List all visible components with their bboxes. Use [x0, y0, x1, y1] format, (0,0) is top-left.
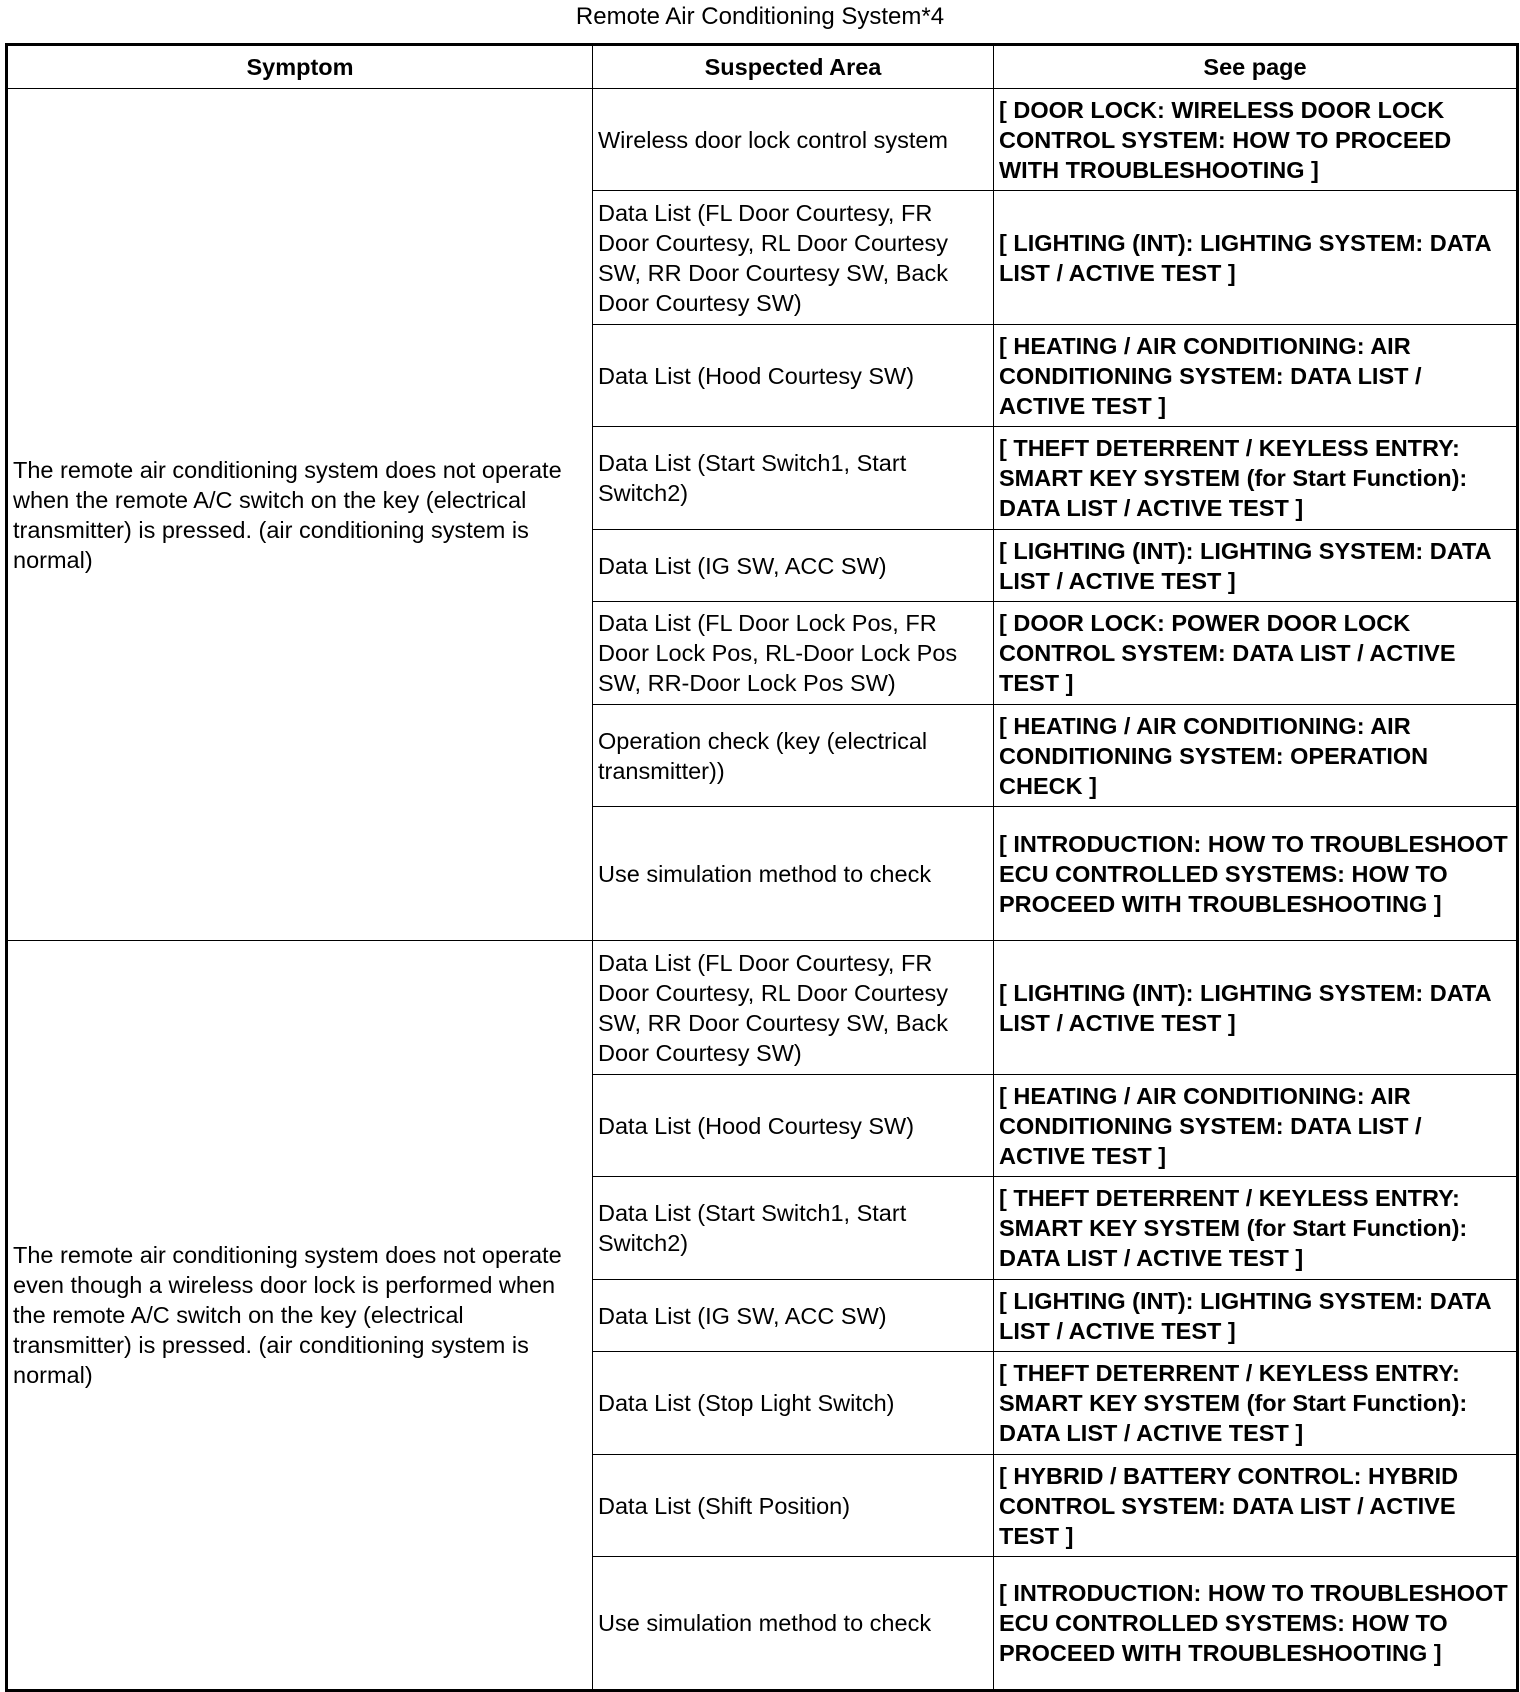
suspected-area-cell: Data List (Stop Light Switch)	[593, 1352, 994, 1455]
see-page-link[interactable]: [ DOOR LOCK: WIRELESS DOOR LOCK CONTROL SYSTEM: HOW TO PROCEED WITH TROUBLESHOOTING ]	[994, 89, 1518, 191]
see-page-link[interactable]: [ HEATING / AIR CONDITIONING: AIR CONDITIONING SYSTEM: DATA LIST / ACTIVE TEST ]	[994, 325, 1518, 427]
header-row	[7, 45, 1518, 89]
header-suspected-area: Suspected Area	[593, 45, 994, 89]
see-page-link[interactable]: [ THEFT DETERRENT / KEYLESS ENTRY: SMART KEY SYSTEM (for Start Function): DATA LIST / ACTIVE TEST ]	[994, 1352, 1518, 1455]
symptom-cell: The remote air conditioning system does not operate even though a wireless door lock is performed when the remote A/C switch on the key (electrical transmitter) is pressed. (air conditioning system is normal)	[7, 941, 593, 1691]
suspected-area-cell: Data List (IG SW, ACC SW)	[593, 1280, 994, 1352]
troubleshooting-table	[5, 43, 1519, 1692]
suspected-area-cell: Data List (IG SW, ACC SW)	[593, 530, 994, 602]
header-see-page: See page	[994, 45, 1518, 89]
suspected-area-cell: Data List (Start Switch1, Start Switch2)	[593, 427, 994, 530]
suspected-area-cell: Data List (FL Door Lock Pos, FR Door Lock Pos, RL-Door Lock Pos SW, RR-Door Lock Pos SW)	[593, 602, 994, 705]
see-page-link[interactable]: [ THEFT DETERRENT / KEYLESS ENTRY: SMART KEY SYSTEM (for Start Function): DATA LIST / ACTIVE TEST ]	[994, 427, 1518, 530]
see-page-link[interactable]: [ LIGHTING (INT): LIGHTING SYSTEM: DATA LIST / ACTIVE TEST ]	[994, 191, 1518, 325]
header-symptom: Symptom	[7, 45, 593, 89]
suspected-area-cell: Data List (Start Switch1, Start Switch2)	[593, 1177, 994, 1280]
see-page-link[interactable]: [ INTRODUCTION: HOW TO TROUBLESHOOT ECU CONTROLLED SYSTEMS: HOW TO PROCEED WITH TROUBLESHOOTING ]	[994, 1557, 1518, 1691]
table-row	[7, 89, 1518, 191]
suspected-area-cell: Use simulation method to check	[593, 807, 994, 941]
see-page-link[interactable]: [ HEATING / AIR CONDITIONING: AIR CONDITIONING SYSTEM: DATA LIST / ACTIVE TEST ]	[994, 1075, 1518, 1177]
see-page-link[interactable]: [ INTRODUCTION: HOW TO TROUBLESHOOT ECU CONTROLLED SYSTEMS: HOW TO PROCEED WITH TROUBLESHOOTING ]	[994, 807, 1518, 941]
see-page-link[interactable]: [ HEATING / AIR CONDITIONING: AIR CONDITIONING SYSTEM: OPERATION CHECK ]	[994, 705, 1518, 807]
suspected-area-cell: Data List (Shift Position)	[593, 1455, 994, 1557]
see-page-link[interactable]: [ LIGHTING (INT): LIGHTING SYSTEM: DATA LIST / ACTIVE TEST ]	[994, 941, 1518, 1075]
suspected-area-cell: Data List (Hood Courtesy SW)	[593, 1075, 994, 1177]
suspected-area-cell: Wireless door lock control system	[593, 89, 994, 191]
see-page-link[interactable]: [ HYBRID / BATTERY CONTROL: HYBRID CONTROL SYSTEM: DATA LIST / ACTIVE TEST ]	[994, 1455, 1518, 1557]
suspected-area-cell: Use simulation method to check	[593, 1557, 994, 1691]
table-row	[7, 941, 1518, 1075]
see-page-link[interactable]: [ THEFT DETERRENT / KEYLESS ENTRY: SMART KEY SYSTEM (for Start Function): DATA LIST / ACTIVE TEST ]	[994, 1177, 1518, 1280]
symptom-cell: The remote air conditioning system does not operate when the remote A/C switch on the key (electrical transmitter) is pressed. (air conditioning system is normal)	[7, 89, 593, 941]
suspected-area-cell: Operation check (key (electrical transmitter))	[593, 705, 994, 807]
see-page-link[interactable]: [ LIGHTING (INT): LIGHTING SYSTEM: DATA LIST / ACTIVE TEST ]	[994, 530, 1518, 602]
page-title: Remote Air Conditioning System*4	[575, 3, 945, 30]
suspected-area-cell: Data List (FL Door Courtesy, FR Door Courtesy, RL Door Courtesy SW, RR Door Courtesy SW, Back Door Courtesy SW)	[593, 191, 994, 325]
see-page-link[interactable]: [ DOOR LOCK: POWER DOOR LOCK CONTROL SYSTEM: DATA LIST / ACTIVE TEST ]	[994, 602, 1518, 705]
suspected-area-cell: Data List (Hood Courtesy SW)	[593, 325, 994, 427]
suspected-area-cell: Data List (FL Door Courtesy, FR Door Courtesy, RL Door Courtesy SW, RR Door Courtesy SW, Back Door Courtesy SW)	[593, 941, 994, 1075]
see-page-link[interactable]: [ LIGHTING (INT): LIGHTING SYSTEM: DATA LIST / ACTIVE TEST ]	[994, 1280, 1518, 1352]
